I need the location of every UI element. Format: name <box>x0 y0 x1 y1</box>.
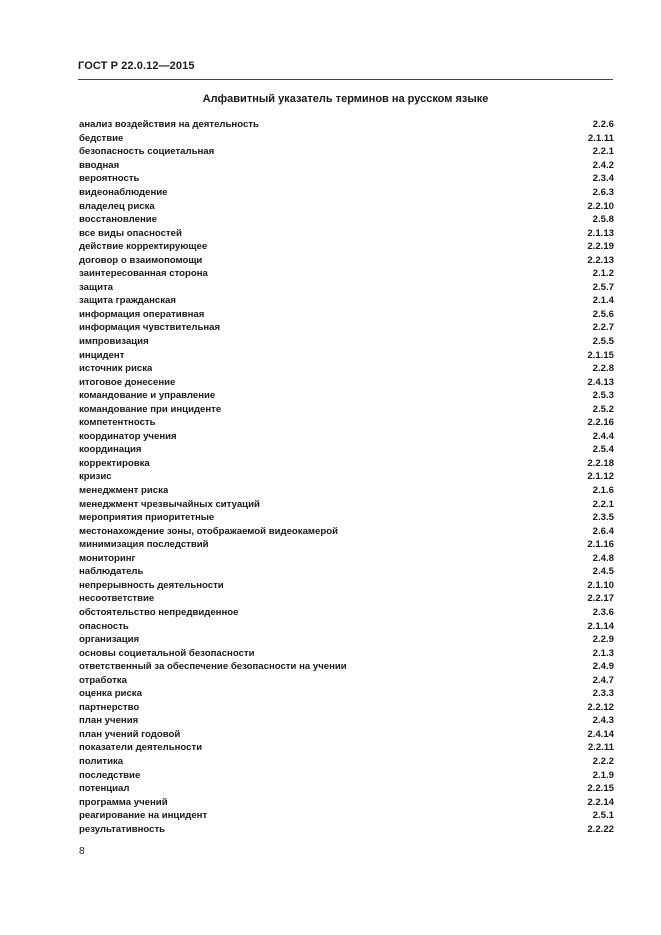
index-term-reference: 2.2.13 <box>587 254 614 266</box>
index-entry <box>79 646 614 660</box>
index-entry <box>79 402 614 416</box>
index-term: заинтересованная сторона <box>79 268 208 280</box>
index-term: все виды опасностей <box>79 227 182 239</box>
index-term-reference: 2.6.4 <box>592 525 614 537</box>
index-term-reference: 2.1.14 <box>587 620 614 632</box>
index-term-reference: 2.1.13 <box>587 227 614 239</box>
index-term: информация чувствительная <box>79 322 221 334</box>
index-term-reference: 2.5.3 <box>592 390 614 402</box>
index-term: мониторинг <box>79 552 136 564</box>
index-entry <box>79 524 614 538</box>
index-term: оценка риска <box>79 688 142 700</box>
index-entry <box>79 281 614 295</box>
index-entry <box>79 511 614 525</box>
index-entry <box>79 348 614 362</box>
index-entry <box>79 701 614 715</box>
index-term: план учения <box>79 715 139 727</box>
index-entry <box>79 443 614 457</box>
index-entry <box>79 186 614 200</box>
index-entry <box>79 741 614 755</box>
index-entry <box>79 362 614 376</box>
index-term: договор о взаимопомощи <box>79 254 203 266</box>
index-term: мероприятия приоритетные <box>79 512 215 524</box>
index-term: командование и управление <box>79 390 216 402</box>
index-entry <box>79 728 614 742</box>
index-term: вводная <box>79 159 120 171</box>
index-term: план учений годовой <box>79 728 181 740</box>
index-term-reference: 2.1.2 <box>592 268 614 280</box>
index-entry <box>79 416 614 430</box>
index-term: отработка <box>79 674 127 686</box>
index-term: показатели деятельности <box>79 742 203 754</box>
header-divider <box>78 79 613 80</box>
index-term: основы социетальной безопасности <box>79 647 255 659</box>
index-term: вероятность <box>79 173 140 185</box>
index-term-reference: 2.4.13 <box>587 376 614 388</box>
index-term-reference: 2.5.4 <box>592 444 614 456</box>
index-term-reference: 2.4.8 <box>592 552 614 564</box>
index-term: инцидент <box>79 349 125 361</box>
index-term: корректировка <box>79 457 150 469</box>
index-entry <box>79 660 614 674</box>
index-entry <box>79 687 614 701</box>
index-term: организация <box>79 634 140 646</box>
index-entry <box>79 159 614 173</box>
index-term-reference: 2.2.9 <box>592 634 614 646</box>
index-entry <box>79 172 614 186</box>
index-entry <box>79 673 614 687</box>
index-term-reference: 2.4.9 <box>592 661 614 673</box>
index-term-reference: 2.4.7 <box>592 674 614 686</box>
index-term-reference: 2.1.10 <box>587 579 614 591</box>
index-entry <box>79 470 614 484</box>
index-entry <box>79 497 614 511</box>
index-term: восстановление <box>79 214 157 226</box>
index-term: партнерство <box>79 701 140 713</box>
index-term-reference: 2.6.3 <box>592 187 614 198</box>
index-term-reference: 2.5.2 <box>592 403 614 415</box>
index-entry <box>79 132 614 146</box>
page-number: 8 <box>79 846 85 857</box>
index-term-reference: 2.2.16 <box>587 417 614 429</box>
index-entry <box>79 118 614 132</box>
index-term-reference: 2.2.18 <box>587 457 614 469</box>
index-entry <box>79 321 614 335</box>
index-term-reference: 2.3.5 <box>592 512 614 524</box>
index-term: менеджмент чрезвычайных ситуаций <box>79 498 260 510</box>
index-term: координация <box>79 444 142 456</box>
index-term: наблюдатель <box>79 566 144 578</box>
index-entry <box>79 267 614 281</box>
index-term-reference: 2.5.8 <box>592 214 614 226</box>
index-term-reference: 2.3.3 <box>592 688 614 700</box>
index-entry <box>79 714 614 728</box>
index-term-reference: 2.4.4 <box>592 430 614 442</box>
index-term-reference: 2.2.12 <box>587 701 614 713</box>
index-term: компетентность <box>79 417 156 429</box>
index-term: кризис <box>79 471 112 483</box>
index-term-reference: 2.2.17 <box>587 593 614 605</box>
index-entry <box>79 565 614 579</box>
index-term: информация оперативная <box>79 308 205 320</box>
index-term: командование при инциденте <box>79 403 222 415</box>
index-entry <box>79 633 614 647</box>
index-term: действие корректирующее <box>79 241 208 253</box>
index-term-reference: 2.2.1 <box>592 146 614 158</box>
index-term: бедствие <box>79 132 124 144</box>
index-term-reference: 2.5.6 <box>592 308 614 320</box>
index-term-reference: 2.2.1 <box>592 498 614 510</box>
index-entry <box>79 199 614 213</box>
index-term: координатор учения <box>79 430 177 442</box>
index-entry <box>79 213 614 227</box>
index-term-reference: 2.1.12 <box>587 471 614 483</box>
index-entry <box>79 226 614 240</box>
index-term-reference: 2.2.14 <box>587 796 614 808</box>
index-entry <box>79 592 614 606</box>
index-term: защита <box>79 281 114 293</box>
index-term: защита гражданская <box>79 295 176 307</box>
index-term: источник риска <box>79 363 153 375</box>
index-entry <box>79 579 614 593</box>
index-term-reference: 2.1.16 <box>587 539 614 551</box>
index-term: реагирование на инцидент <box>79 810 208 822</box>
index-term: менеджмент риска <box>79 485 169 497</box>
index-term-reference: 2.4.5 <box>592 566 614 578</box>
index-term-reference: 2.4.2 <box>592 159 614 171</box>
index-term: владелец риска <box>79 200 155 212</box>
index-term: политика <box>79 755 124 767</box>
index-term-reference: 2.5.7 <box>592 281 614 293</box>
index-term-reference: 2.2.15 <box>587 783 614 795</box>
index-term-reference: 2.2.8 <box>592 363 614 375</box>
index-entry <box>79 253 614 267</box>
index-entry <box>79 606 614 620</box>
index-term-reference: 2.2.6 <box>592 119 614 131</box>
index-term: последствие <box>79 769 141 781</box>
index-term-reference: 2.3.6 <box>592 606 614 618</box>
index-term-reference: 2.4.14 <box>587 728 614 740</box>
index-entry <box>79 457 614 471</box>
index-entry <box>79 294 614 308</box>
index-term-reference: 2.5.5 <box>592 336 614 348</box>
index-term-reference: 2.3.4 <box>592 173 614 185</box>
index-term: минимизация последствий <box>79 539 209 551</box>
index-term: результативность <box>79 823 166 835</box>
index-term: программа учений <box>79 796 168 808</box>
index-term: безопасность социетальная <box>79 146 215 158</box>
index-term-reference: 2.2.7 <box>592 322 614 334</box>
index-entry <box>79 484 614 498</box>
index-entry <box>79 538 614 552</box>
index-term-reference: 2.1.3 <box>592 647 614 659</box>
index-entry <box>79 782 614 796</box>
index-entry <box>79 809 614 823</box>
index-entry <box>79 768 614 782</box>
index-term-reference: 2.1.9 <box>592 769 614 781</box>
index-term: импровизация <box>79 336 149 348</box>
index-term: местонахождение зоны, отображаемой видеокамерой <box>79 525 338 537</box>
index-entry <box>79 755 614 769</box>
index-term: анализ воздействия на деятельность <box>79 119 259 131</box>
index-entry <box>79 430 614 444</box>
index-entry <box>79 822 614 836</box>
index-term-reference: 2.2.11 <box>587 742 614 754</box>
index-term: итоговое донесение <box>79 376 176 388</box>
index-term: несоответствие <box>79 593 155 605</box>
index-term-reference: 2.2.19 <box>587 241 614 253</box>
index-term: видеонаблюдение <box>79 187 168 198</box>
index-term-reference: 2.1.15 <box>587 349 614 361</box>
index-entry <box>79 145 614 159</box>
index-entry <box>79 335 614 349</box>
index-entry <box>79 240 614 254</box>
index-entry <box>79 619 614 633</box>
index-term-reference: 2.1.4 <box>592 295 614 307</box>
index-term: опасность <box>79 620 129 632</box>
index-term-reference: 2.4.3 <box>592 715 614 727</box>
document-header: ГОСТ Р 22.0.12—2015 <box>78 60 195 72</box>
index-title: Алфавитный указатель терминов на русском языке <box>202 93 489 105</box>
index-entry <box>79 389 614 403</box>
index-term-reference: 2.2.22 <box>587 823 614 835</box>
index-term-reference: 2.2.2 <box>592 755 614 767</box>
index-entry <box>79 308 614 322</box>
index-term-reference: 2.1.11 <box>587 132 614 144</box>
index-term: обстоятельство непредвиденное <box>79 606 239 618</box>
index-list <box>79 118 614 836</box>
index-term: ответственный за обеспечение безопасности на учении <box>79 661 347 673</box>
index-entry <box>79 795 614 809</box>
index-term-reference: 2.5.1 <box>592 810 614 822</box>
index-term-reference: 2.1.6 <box>592 485 614 497</box>
index-term-reference: 2.2.10 <box>587 200 614 212</box>
index-term: потенциал <box>79 783 130 795</box>
index-entry <box>79 552 614 566</box>
index-entry <box>79 375 614 389</box>
index-term: непрерывность деятельности <box>79 579 224 591</box>
